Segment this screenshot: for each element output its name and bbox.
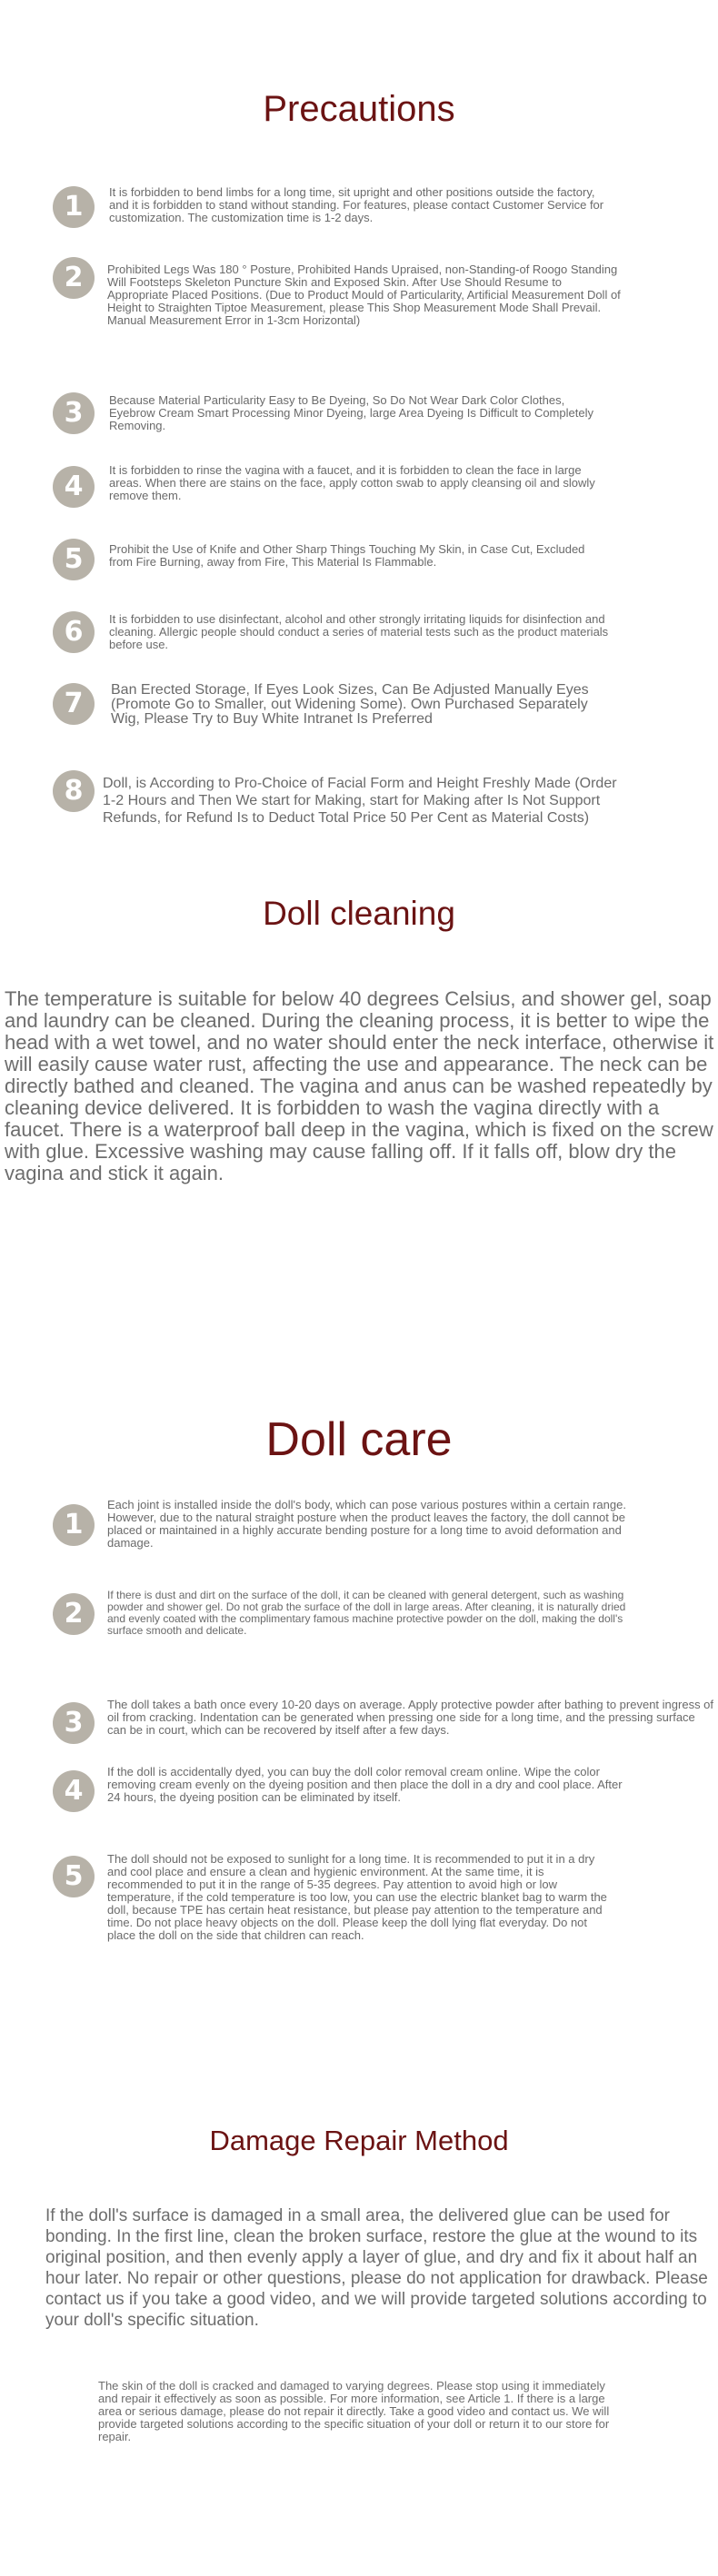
precaution-item-6: It is forbidden to use disinfectant, alcohol and other strongly irritating liquids for disinfection and cleaning. Allergic people should conduct a series of material tests such as the product materials before use. xyxy=(109,612,609,651)
precaution-item-3: Because Material Particularity Easy to Be Dyeing, So Do Not Wear Dark Color Clothes, Eyebrow Cream Smart Processing Minor Dyeing, large Area Dyeing Is Difficult to Completely Removing. xyxy=(109,393,593,432)
care-item-1: Each joint is installed inside the doll's body, which can pose various postures within a certain range. However, due to the natural straight posture when the product leaves the factory, the doll cannot be placed or maintained in a highly accurate bending posture for a long time to avoid deformation and damage. xyxy=(107,1498,626,1550)
number-badge: 4 xyxy=(53,466,95,508)
cleaning-text: The temperature is suitable for below 40 degrees Celsius, and shower gel, soap and laundry can be cleaned. During the cleaning process, it is better to wipe the head with a wet towel, and no water should enter the neck interface, otherwise it will easily cause water rust, affecting the use and appearance. The neck can be directly bathed and cleaned. The vagina and anus can be washed repeatedly by cleaning device delivered. It is forbidden to wash the vagina directly with a faucet. There is a waterproof ball deep in the vagina, which is fixed on the screw with glue. Excessive washing may cause falling off. If it falls off, blow dry the vagina and stick it again. xyxy=(5,987,714,1184)
precaution-item-8: Doll, is According to Pro-Choice of Facial Form and Height Freshly Made (Order 1-2 Hours and Then We start for Making, start for Making after Is Not Support Refunds, for Refund Is to Deduct Total Price 50 Per Cent as Material Costs) xyxy=(103,776,617,826)
repair-title: Damage Repair Method xyxy=(209,2125,509,2156)
precaution-item-1: It is forbidden to bend limbs for a long time, sit upright and other positions outside the factory, and it is forbidden to stand without standing. For features, please contact Customer Service for customization. The customization time is 1-2 days. xyxy=(109,185,604,224)
repair-text: If the doll's surface is damaged in a small area, the delivered glue can be used for bonding. In the first line, clean the broken surface, restore the glue at the wound to its original position, and then evenly apply a layer of glue, and dry and fix it about half an hour later. No repair or other questions, please do not application for drawback. Please contact us if you take a good video, and we will provide targeted solutions according to your doll's specific situation. xyxy=(45,2206,708,2330)
number-badge: 3 xyxy=(53,1702,95,1744)
precautions-title: Precautions xyxy=(263,89,455,129)
number-badge: 1 xyxy=(53,1504,95,1546)
number-badge: 2 xyxy=(53,257,95,299)
number-badge: 8 xyxy=(53,770,95,812)
number-badge: 1 xyxy=(53,186,95,228)
number-badge: 5 xyxy=(53,1856,95,1897)
number-badge: 7 xyxy=(53,683,95,725)
precaution-item-5: Prohibit the Use of Knife and Other Sharp Things Touching My Skin, in Case Cut, Excluded from Fire Burning, away from Fire, This Material Is Flammable. xyxy=(109,542,585,569)
care-item-4: If the doll is accidentally dyed, you can buy the doll color removal cream online. Wipe the color removing cream evenly on the dyeing position and then place the doll in a dry and cool place. After 24 hours, the dyeing position can be eliminated by itself. xyxy=(107,1765,623,1804)
care-item-5: The doll should not be exposed to sunlight for a long time. It is recommended to put it in a dry and cool place and ensure a clean and hygienic environment. At the same time, it is recommended to put it in the range of 5-35 degrees. Pay attention to avoid high or low temperature, if the cold temperature is too low, you can use the electric blanket bag to warm the doll, because TPE has certain heat resistance, but please pay attention to the temperature and time. Do not place heavy objects on the doll. Please keep the doll lying flat everyday. Do not place the doll on the side that children can reach. xyxy=(107,1852,607,1942)
number-badge: 2 xyxy=(53,1593,95,1635)
repair-note: The skin of the doll is cracked and damaged to varying degrees. Please stop using it immediately and repair it effectively as soon as possible. For more information, see Article 1. If there is a large area or serious damage, please do not repair it directly. Take a good video and contact us. We will provide targeted solutions according to the specific situation of your doll or return it to our store for repair. xyxy=(98,2379,610,2443)
number-badge: 3 xyxy=(53,392,95,434)
precaution-item-4: It is forbidden to rinse the vagina with a faucet, and it is forbidden to clean the face in large areas. When there are stains on the face, apply cotton swab to apply cleansing oil and slowly remove them. xyxy=(109,463,595,502)
care-item-3: The doll takes a bath once every 10-20 days on average. Apply protective powder after bathing to prevent ingress of oil from cracking. Indentation can be generated when pressing one side for a long time, and the pressing surface can be in court, which can be recovered by itself after a few days. xyxy=(107,1698,714,1737)
number-badge: 4 xyxy=(53,1770,95,1812)
cleaning-title: Doll cleaning xyxy=(263,895,455,932)
number-badge: 5 xyxy=(53,539,95,580)
precaution-item-2: Prohibited Legs Was 180 ° Posture, Prohibited Hands Upraised, non-Standing-of Roogo Standing Will Footsteps Skeleton Puncture Skin and Exposed Skin. After Use Should Resume to Appropriate Placed Positions. (Due to Product Mould of Particularity, Artificial Measurement Doll of Height to Straighten Tiptoe Measurement, please This Shop Measurement Mode Shall Prevail. Manual Measurement Error in 1-3cm Horizontal) xyxy=(107,263,621,327)
care-title: Doll care xyxy=(265,1413,453,1466)
care-item-2: If there is dust and dirt on the surface of the doll, it can be cleaned with general detergent, such as washing powder and shower gel. Do not grab the surface of the doll in large areas. After cleaning, it is naturally dried and evenly coated with the complimentary famous machine protective powder on the doll, making the doll's surface smooth and delicate. xyxy=(107,1589,626,1637)
precaution-item-7: Ban Erected Storage, If Eyes Look Sizes, Can Be Adjusted Manually Eyes (Promote Go to Smaller, out Widening Some). Own Purchased Separately Wig, Please Try to Buy White Intranet Is Preferred xyxy=(111,682,589,727)
number-badge: 6 xyxy=(53,611,95,653)
